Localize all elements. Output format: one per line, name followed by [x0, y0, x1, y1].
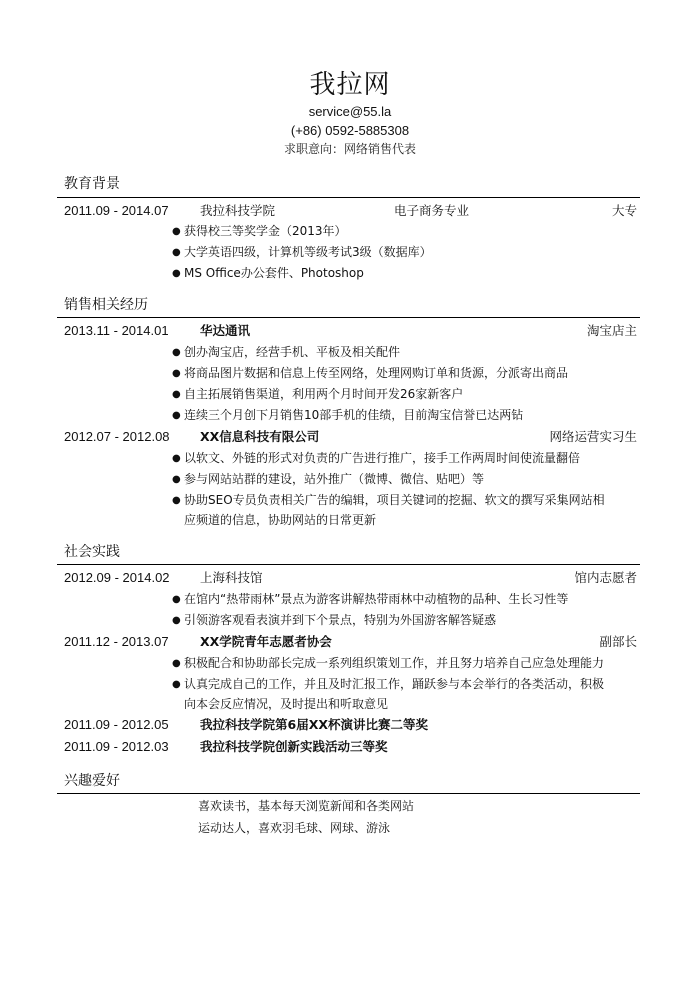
bullet-icon: ● — [172, 389, 181, 400]
bullet-icon: ● — [172, 658, 181, 669]
experience-entry — [64, 427, 644, 447]
list-item: ● 自主拓展销售渠道，利用两个月时间开发26家新客户 — [184, 384, 644, 405]
list-item: ● 认真完成自己的工作，并且及时汇报工作，踊跃参与本会举行的各类活动，积极 — [184, 674, 644, 695]
entry-role: 网络运营实习生 — [549, 429, 637, 444]
entry-date: 2013.11 - 2014.01 — [64, 323, 169, 338]
entry-major: 电子商务专业 — [394, 203, 470, 218]
section-title-social: 社会实践 — [64, 544, 120, 560]
list-item-continuation: 应频道的信息，协助网站的日常更新 — [184, 513, 377, 527]
list-item: ● 协助SEO专员负责相关广告的编辑，项目关键词的挖掘、软文的撰写采集网站相 — [184, 490, 644, 511]
practice-entry — [64, 568, 644, 588]
bullet-icon: ● — [172, 226, 181, 237]
section-divider — [57, 564, 640, 565]
bullet-icon: ● — [172, 495, 181, 506]
list-item: ● 将商品图片数据和信息上传至网络，处理网购订单和货源，分派寄出商品 — [184, 363, 644, 384]
bullet-icon: ● — [172, 453, 181, 464]
entry-date: 2011.09 - 2014.07 — [64, 203, 169, 218]
bullet-icon: ● — [172, 347, 181, 358]
bullet-icon: ● — [172, 679, 181, 690]
bullet-icon: ● — [172, 368, 181, 379]
section-divider — [57, 197, 640, 198]
bullet-icon: ● — [172, 594, 181, 605]
entry-org: XX学院青年志愿者协会 — [200, 634, 332, 649]
bullet-icon: ● — [172, 268, 181, 279]
list-item: ● 以软文、外链的形式对负责的广告进行推广，接手工作两周时间使流量翻倍 — [184, 448, 644, 469]
phone: (+86) 0592-5885308 — [290, 123, 410, 138]
bullet-icon: ● — [172, 247, 181, 258]
entry-role: 副部长 — [599, 634, 637, 649]
section-divider — [57, 317, 640, 318]
entry-degree: 大专 — [611, 203, 637, 218]
email: service@55.la — [308, 104, 392, 119]
entry-date: 2011.09 - 2012.03 — [64, 739, 169, 754]
section-title-education: 教育背景 — [64, 176, 120, 192]
list-item: ● 积极配合和协助部长完成一系列组织策划工作，并且努力培养自己应急处理能力 — [184, 653, 644, 674]
section-title-hobbies: 兴趣爱好 — [64, 773, 120, 789]
experience-entry — [64, 321, 644, 341]
entry-date: 2011.12 - 2013.07 — [64, 634, 169, 649]
entry-role: 馆内志愿者 — [574, 570, 637, 585]
entry-award: 我拉科技学院第6届XX杯演讲比赛二等奖 — [200, 717, 428, 732]
resume-header — [0, 68, 700, 159]
award-entry — [64, 715, 644, 735]
entry-role: 淘宝店主 — [586, 323, 637, 338]
entry-org: 我拉科技学院 — [200, 203, 276, 218]
list-item: ● 大学英语四级，计算机等级考试3级（数据库） — [184, 242, 644, 263]
entry-org: 华达通讯 — [200, 323, 251, 338]
candidate-name: 我拉网 — [309, 70, 391, 100]
section-title-sales: 销售相关经历 — [64, 297, 148, 313]
bullet-icon: ● — [172, 474, 181, 485]
hobby-line: 喜欢读书，基本每天浏览新闻和各类网站 — [198, 799, 415, 813]
section-divider — [57, 793, 640, 794]
list-item: ● 创办淘宝店，经营手机、平板及相关配件 — [184, 342, 644, 363]
entry-org: XX信息科技有限公司 — [200, 429, 320, 444]
list-item: ● 参与网站站群的建设，站外推广（微博、微信、贴吧）等 — [184, 469, 644, 490]
list-item: ● MS Office办公套件、Photoshop — [184, 263, 644, 284]
entry-award: 我拉科技学院创新实践活动三等奖 — [200, 739, 388, 754]
entry-date: 2011.09 - 2012.05 — [64, 717, 169, 732]
bullet-icon: ● — [172, 615, 181, 626]
entry-date: 2012.07 - 2012.08 — [64, 429, 170, 444]
list-item: ● 引领游客观看表演并到下个景点，特别为外国游客解答疑惑 — [184, 610, 644, 631]
bullet-icon: ● — [172, 410, 181, 421]
entry-date: 2012.09 - 2014.02 — [64, 570, 170, 585]
education-entry — [64, 201, 644, 221]
job-objective: 求职意向：网络销售代表 — [283, 142, 416, 156]
hobby-line: 运动达人，喜欢羽毛球、网球、游泳 — [198, 821, 391, 835]
list-item: ● 获得校三等奖学金（2013年） — [184, 221, 644, 242]
list-item: ● 在馆内“热带雨林”景点为游客讲解热带雨林中动植物的品种、生长习性等 — [184, 589, 644, 610]
list-item: ● 连续三个月创下月销售10部手机的佳绩，目前淘宝信誉已达两钻 — [184, 405, 644, 426]
list-item-continuation: 向本会反应情况，及时提出和听取意见 — [184, 697, 389, 711]
practice-entry — [64, 632, 644, 652]
entry-org: 上海科技馆 — [200, 570, 263, 585]
award-entry — [64, 737, 644, 757]
